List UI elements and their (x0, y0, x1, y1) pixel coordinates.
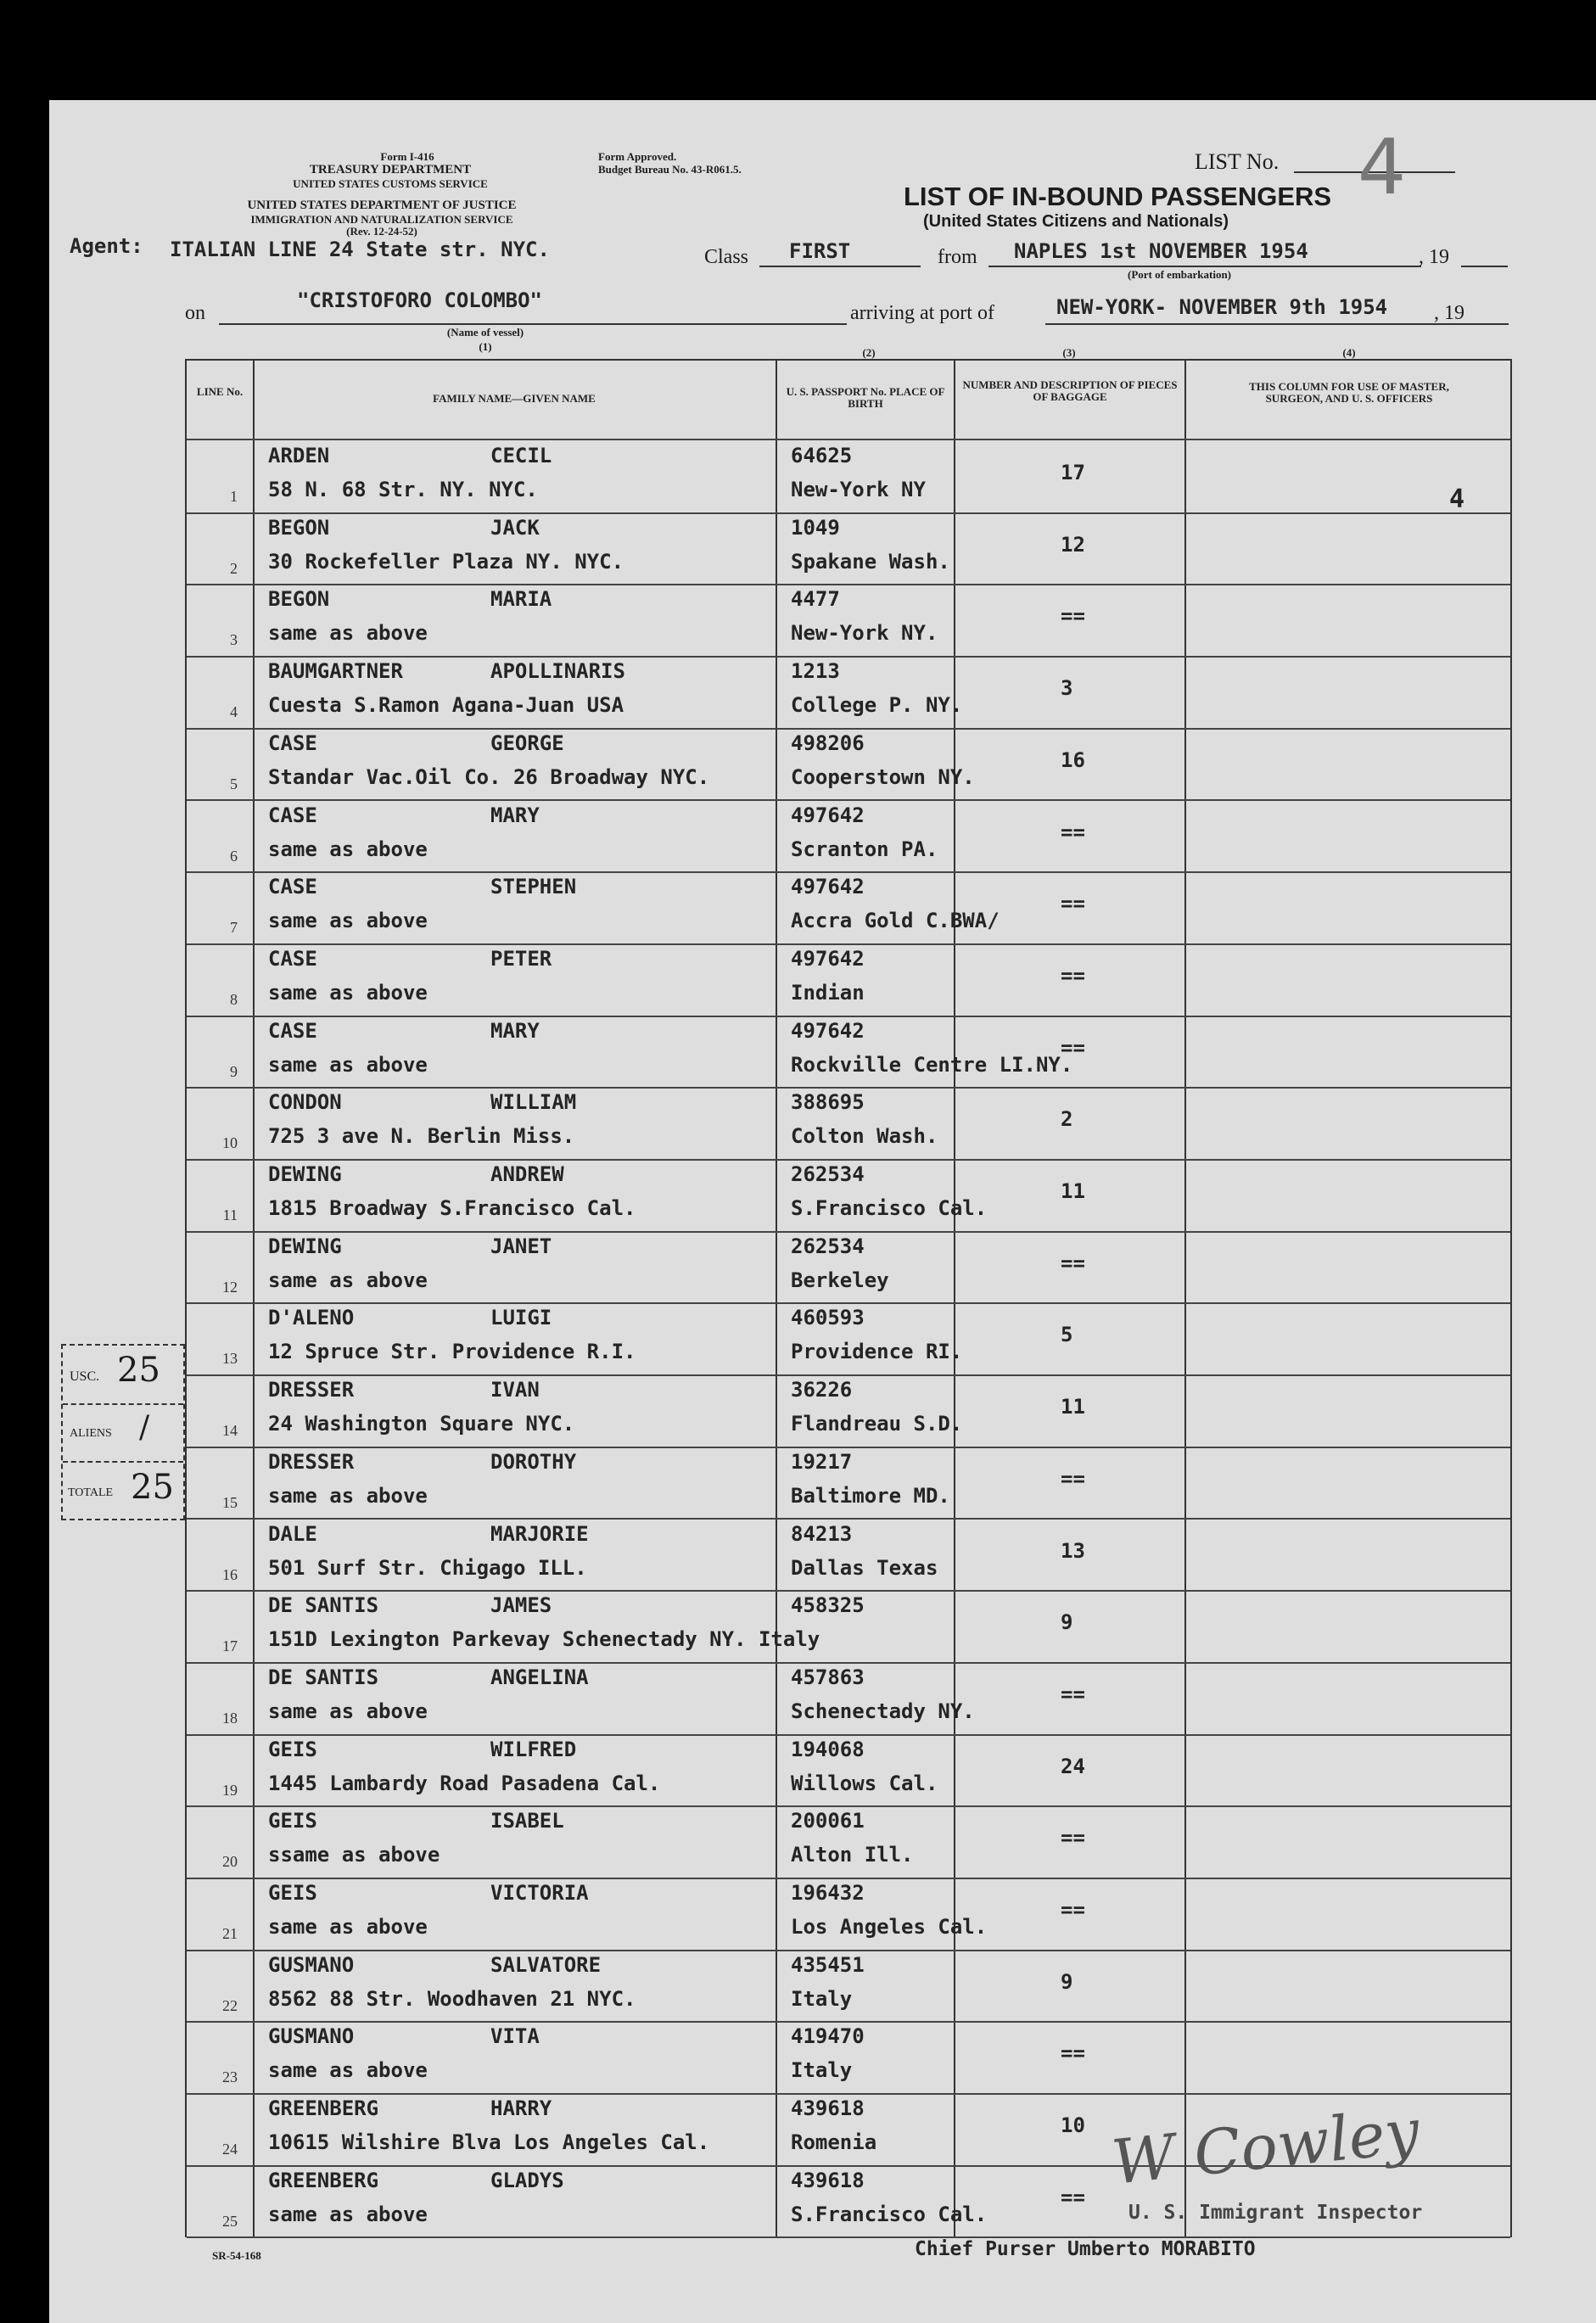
passport-number: 439618 (791, 2168, 865, 2192)
place-of-birth: College P. NY. (791, 693, 963, 718)
place-of-birth: Los Angeles Cal. (791, 1915, 988, 1939)
address: same as above (268, 1915, 428, 1939)
given-name: ISABEL (490, 1809, 564, 1833)
address: 1815 Broadway S.Francisco Cal. (268, 1196, 636, 1220)
address: ssame as above (268, 1843, 440, 1867)
agent-label: Agent: (70, 234, 143, 258)
passport-number: 1213 (791, 659, 840, 684)
header-baggage: NUMBER AND DESCRIPTION OF PIECES OF BAGGAGE (962, 378, 1178, 403)
passport-number: 497642 (791, 875, 865, 899)
passport-number: 498206 (791, 730, 865, 755)
given-name: VICTORIA (490, 1881, 589, 1905)
table-row (187, 1374, 1510, 1447)
baggage-count: 11 (1061, 1179, 1085, 1203)
tally-total-label: TOTALE (68, 1486, 114, 1499)
baggage-count: 2 (1061, 1107, 1073, 1132)
family-name: GUSMANO (268, 2024, 355, 2049)
family-name: D'ALENO (268, 1306, 355, 1330)
baggage-count: 11 (1061, 1395, 1085, 1419)
place-of-birth: Italy (791, 1986, 853, 2011)
header-line-no: LINE No. (196, 385, 244, 398)
place-of-birth: Willows Cal. (791, 1771, 938, 1795)
address: same as above (268, 909, 428, 933)
place-of-birth: Baltimore MD. (791, 1483, 950, 1508)
table-row (187, 871, 1510, 943)
table-row (187, 800, 1510, 872)
year-underline (1461, 266, 1508, 267)
address: same as above (268, 1268, 428, 1292)
baggage-count: == (1061, 892, 1085, 916)
place-of-birth: Accra Gold C.BWA/ (791, 909, 1000, 933)
inspector-title: U. S. Immigrant Inspector (1128, 2202, 1423, 2224)
from-underline (988, 266, 1421, 267)
table-row (187, 1734, 1510, 1806)
passport-number: 439618 (791, 2096, 865, 2121)
address: 725 3 ave N. Berlin Miss. (268, 1124, 575, 1149)
class-value: FIRST (789, 239, 851, 263)
address: Standar Vac.Oil Co. 26 Broadway NYC. (268, 764, 710, 789)
given-name: GLADYS (490, 2168, 564, 2192)
arriving-value: NEW-YORK- NOVEMBER 9th 1954 (1056, 295, 1388, 319)
line-number: 11 (222, 1206, 238, 1223)
place-of-birth: S.Francisco Cal. (791, 1196, 988, 1220)
address: 10615 Wilshire Blva Los Angeles Cal. (268, 2130, 710, 2155)
line-number: 2 (230, 559, 238, 577)
given-name: DOROTHY (490, 1449, 577, 1474)
line-number: 19 (222, 1781, 238, 1799)
line-number: 18 (222, 1709, 238, 1727)
baggage-count: == (1061, 1466, 1085, 1491)
tally-total-value: 25 (131, 1468, 174, 1507)
passport-number: 4477 (791, 587, 840, 612)
table-row (187, 1016, 1510, 1088)
class-label: Class (704, 246, 749, 268)
arriving-label: arriving at port of (850, 302, 994, 324)
baggage-count: 5 (1061, 1323, 1073, 1347)
year-suffix: , 19 (1419, 246, 1449, 268)
budget-bureau: Budget Bureau No. 43-R061.5. (598, 163, 742, 176)
place-of-birth: Spakane Wash. (791, 549, 950, 574)
baggage-count: 17 (1061, 461, 1085, 484)
place-of-birth: Cooperstown NY. (791, 764, 975, 789)
baggage-count: == (1061, 1251, 1085, 1275)
tally-aliens-value: / (139, 1410, 150, 1445)
family-name: DRESSER (268, 1378, 355, 1402)
header-passport-col-no: (2) (862, 346, 876, 359)
baggage-count: 3 (1061, 676, 1073, 701)
line-number: 12 (222, 1278, 238, 1296)
line-number: 7 (230, 919, 238, 937)
table-row (187, 1950, 1510, 2022)
address: same as above (268, 1699, 428, 1723)
family-name: DEWING (268, 1234, 342, 1258)
family-name: GEIS (268, 1809, 317, 1833)
table-row (187, 1447, 1510, 1519)
line-number: 25 (222, 2212, 238, 2230)
form-number: Form I-416 (380, 150, 434, 163)
line-number: 6 (230, 847, 238, 865)
table-row (187, 1159, 1510, 1231)
form-approved: Form Approved. (598, 150, 677, 163)
treasury-department: TREASURY DEPARTMENT (309, 163, 472, 176)
baggage-count: 13 (1061, 1538, 1085, 1563)
line-number: 16 (222, 1565, 238, 1583)
given-name: IVAN (490, 1378, 540, 1402)
passport-number: 1049 (791, 515, 840, 540)
passport-number: 497642 (791, 1018, 865, 1043)
given-name: MARY (490, 803, 540, 827)
place-of-birth: S.Francisco Cal. (791, 2202, 988, 2226)
officer-remark: 4 (1449, 484, 1465, 514)
line-number: 21 (222, 1925, 238, 1942)
port-caption: (Port of embarkation) (1127, 268, 1232, 281)
header-baggage-col-no: (3) (1062, 346, 1076, 359)
given-name: STEPHEN (490, 875, 577, 899)
line-number: 14 (222, 1422, 238, 1440)
table-row (187, 943, 1510, 1016)
family-name: CASE (268, 1018, 317, 1043)
family-name: CASE (268, 803, 317, 827)
given-name: ANDREW (490, 1162, 564, 1186)
passport-number: 84213 (791, 1521, 853, 1546)
family-name: GEIS (268, 1737, 317, 1761)
place-of-birth: Italy (791, 2058, 853, 2083)
baggage-count: == (1061, 820, 1085, 844)
line-number: 4 (230, 703, 238, 721)
line-number: 22 (222, 1996, 238, 2014)
address: 24 Washington Square NYC. (268, 1412, 575, 1436)
place-of-birth: Romenia (791, 2130, 877, 2155)
table-row (187, 2021, 1510, 2093)
line-number: 23 (222, 2068, 238, 2086)
address: 30 Rockefeller Plaza NY. NYC. (268, 549, 624, 574)
given-name: APOLLINARIS (490, 659, 625, 684)
line-number: 3 (230, 631, 238, 649)
tally-box (61, 1344, 185, 1520)
header-passport: U. S. PASSPORT No. PLACE OF BIRTH (786, 385, 945, 410)
given-name: CECIL (490, 444, 552, 467)
place-of-birth: Alton Ill. (791, 1843, 914, 1867)
table-row (187, 1805, 1510, 1878)
given-name: MARY (490, 1018, 540, 1043)
family-name: GEIS (268, 1881, 317, 1905)
table-row (187, 512, 1510, 585)
department-of-justice: UNITED STATES DEPARTMENT OF JUSTICE (247, 199, 517, 212)
passport-number: 497642 (791, 946, 865, 971)
given-name: PETER (490, 946, 552, 971)
address: 151D Lexington Parkevay Schenectady NY. Italy (268, 1627, 820, 1652)
table-row (187, 656, 1510, 728)
place-of-birth: Flandreau S.D. (791, 1412, 963, 1436)
address: same as above (268, 837, 428, 861)
passport-number: 196432 (791, 1881, 865, 1905)
baggage-count: 16 (1061, 747, 1085, 772)
form-subtitle: (United States Citizens and Nationals) (923, 212, 1229, 231)
passport-number: 458325 (791, 1593, 865, 1618)
baggage-count: 9 (1061, 1610, 1073, 1635)
family-name: BEGON (268, 587, 330, 612)
passport-number: 262534 (791, 1162, 865, 1186)
tally-aliens (63, 1403, 183, 1463)
place-of-birth: Berkeley (791, 1268, 889, 1292)
header-officers: THIS COLUMN FOR USE OF MASTER, SURGEON, AND U. S. OFFICERS (1249, 380, 1449, 405)
address: same as above (268, 2058, 428, 2083)
family-name: ARDEN (268, 444, 330, 467)
passport-number: 36226 (791, 1378, 853, 1402)
family-name: DRESSER (268, 1449, 355, 1474)
inspector-signature: W Cowley (1108, 2095, 1423, 2198)
table-row (187, 1662, 1510, 1734)
given-name: WILLIAM (490, 1090, 577, 1115)
customs-service: UNITED STATES CUSTOMS SERVICE (293, 177, 488, 190)
table-row (187, 1302, 1510, 1374)
form-title: LIST OF IN-BOUND PASSENGERS (904, 182, 1332, 211)
header-name: FAMILY NAME—GIVEN NAME (433, 392, 596, 405)
passport-number: 497642 (791, 803, 865, 827)
given-name: JAMES (490, 1593, 552, 1618)
table-row (187, 440, 1510, 512)
passport-number: 262534 (791, 1234, 865, 1258)
family-name: DE SANTIS (268, 1665, 379, 1689)
table-row (187, 584, 1510, 656)
table-row (187, 728, 1510, 800)
baggage-count: == (1061, 604, 1085, 629)
passport-number: 419470 (791, 2024, 865, 2049)
family-name: DE SANTIS (268, 1593, 379, 1618)
given-name: MARIA (490, 587, 552, 612)
line-number: 10 (222, 1134, 238, 1152)
agent-value: ITALIAN LINE 24 State str. NYC. (170, 238, 550, 261)
passport-number: 460593 (791, 1306, 865, 1330)
line-number: 15 (222, 1493, 238, 1511)
given-name: LUIGI (490, 1306, 552, 1330)
family-name: DEWING (268, 1162, 342, 1186)
passport-number: 19217 (791, 1449, 853, 1474)
year-suffix-2: , 19 (1434, 302, 1464, 324)
tally-usc-label: USC. (70, 1369, 100, 1384)
family-name: CASE (268, 875, 317, 899)
given-name: HARRY (490, 2096, 552, 2121)
place-of-birth: New-York NY. (791, 621, 938, 646)
given-name: GEORGE (490, 730, 564, 755)
baggage-count: 12 (1061, 532, 1085, 557)
line-number: 9 (230, 1062, 238, 1080)
address: 1445 Lambardy Road Pasadena Cal. (268, 1771, 661, 1795)
table-row (187, 1231, 1510, 1303)
given-name: JACK (490, 515, 540, 540)
list-number: 4 (1358, 123, 1407, 212)
line-number: 20 (222, 1853, 238, 1871)
from-value: NAPLES 1st NOVEMBER 1954 (1014, 239, 1308, 263)
on-label: on (185, 302, 205, 324)
address: 12 Spruce Str. Providence R.I. (268, 1340, 636, 1364)
address: same as above (268, 2202, 428, 2226)
address: same as above (268, 1052, 428, 1077)
header-officers-col-no: (4) (1342, 346, 1356, 359)
row-rule (187, 2236, 1510, 2238)
baggage-count: 24 (1061, 1754, 1085, 1778)
baggage-count: == (1061, 1682, 1085, 1706)
baggage-count: == (1061, 2185, 1085, 2209)
passenger-table (185, 346, 1512, 2237)
given-name: SALVATORE (490, 1952, 602, 1977)
from-label: from (938, 246, 977, 268)
table-row (187, 1878, 1510, 1950)
tally-total (63, 1461, 183, 1519)
address: Cuesta S.Ramon Agana-Juan USA (268, 693, 624, 718)
address: same as above (268, 1483, 428, 1508)
baggage-count: == (1061, 963, 1085, 988)
passport-number: 200061 (791, 1809, 865, 1833)
vessel-caption: (Name of vessel) (446, 326, 524, 339)
class-underline (759, 266, 921, 267)
tally-usc-value: 25 (117, 1351, 160, 1390)
line-number: 1 (230, 488, 238, 505)
baggage-count: == (1061, 1898, 1085, 1922)
passport-number: 194068 (791, 1737, 865, 1761)
baggage-count: 9 (1061, 1969, 1073, 1994)
given-name: WILFRED (490, 1737, 577, 1761)
naturalization-service: IMMIGRATION AND NATURALIZATION SERVICE (250, 213, 513, 226)
family-name: BEGON (268, 515, 330, 540)
line-number: 17 (222, 1637, 238, 1655)
table-row (187, 1087, 1510, 1159)
revision-date: (Rev. 12-24-52) (346, 225, 417, 238)
form-code: SR-54-168 (212, 2249, 261, 2262)
family-name: CASE (268, 730, 317, 755)
family-name: CASE (268, 946, 317, 971)
list-no-label: LIST No. (1195, 149, 1280, 174)
baggage-count: 10 (1061, 2113, 1085, 2138)
col1-number: (1) (479, 340, 492, 353)
address: 501 Surf Str. Chigago ILL. (268, 1555, 587, 1580)
place-of-birth: Schenectady NY. (791, 1699, 975, 1723)
place-of-birth: Rockville Centre LI.NY. (791, 1052, 1073, 1077)
address: 58 N. 68 Str. NY. NYC. (268, 478, 538, 501)
table-row (187, 1590, 1510, 1662)
passport-number: 64625 (791, 444, 853, 467)
line-number: 8 (230, 990, 238, 1008)
given-name: ANGELINA (490, 1665, 589, 1689)
given-name: JANET (490, 1234, 552, 1258)
address: same as above (268, 980, 428, 1005)
family-name: DALE (268, 1521, 317, 1546)
family-name: BAUMGARTNER (268, 659, 403, 684)
place-of-birth: New-York NY (791, 478, 926, 501)
chief-purser: Chief Purser Umberto MORABITO (915, 2238, 1256, 2260)
vessel-name: "CRISTOFORO COLOMBO" (297, 288, 542, 312)
passport-number: 457863 (791, 1665, 865, 1689)
table-row (187, 1519, 1510, 1591)
given-name: VITA (490, 2024, 540, 2049)
baggage-count: == (1061, 2041, 1085, 2066)
family-name: GREENBERG (268, 2096, 379, 2121)
line-number: 5 (230, 775, 238, 792)
place-of-birth: Colton Wash. (791, 1124, 938, 1149)
family-name: GUSMANO (268, 1952, 355, 1977)
passport-number: 435451 (791, 1952, 865, 1977)
vessel-underline (219, 323, 847, 325)
passport-number: 388695 (791, 1090, 865, 1115)
baggage-count: == (1061, 1035, 1085, 1060)
line-number: 24 (222, 2141, 238, 2158)
address: same as above (268, 621, 428, 646)
given-name: MARJORIE (490, 1521, 589, 1546)
baggage-count: == (1061, 1826, 1085, 1850)
tally-aliens-label: ALIENS (70, 1427, 112, 1440)
place-of-birth: Dallas Texas (791, 1555, 938, 1580)
family-name: GREENBERG (268, 2168, 379, 2192)
family-name: CONDON (268, 1090, 342, 1115)
place-of-birth: Indian (791, 980, 865, 1005)
place-of-birth: Scranton PA. (791, 837, 938, 861)
tally-usc (63, 1346, 183, 1405)
line-number: 13 (222, 1350, 238, 1368)
address: 8562 88 Str. Woodhaven 21 NYC. (268, 1986, 636, 2011)
place-of-birth: Providence RI. (791, 1340, 963, 1364)
